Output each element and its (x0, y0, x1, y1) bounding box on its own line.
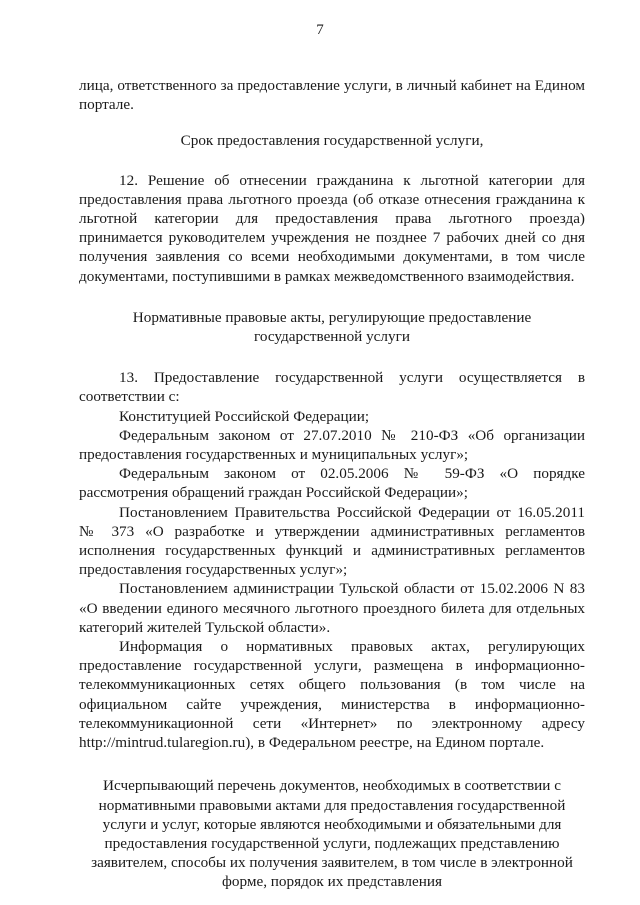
page-content (79, 76, 585, 892)
paragraph-intro: лица, ответственного за предоставление услуги, в личный кабинет на Едином портале. (79, 77, 585, 114)
act-law-210: Федеральным законом от 27.07.2010 № 210-ФЗ «Об организации предоставления государственных и муниципальных услуг»; (79, 426, 585, 464)
heading-legal-acts: Нормативные правовые акты, регулирующие предоставление государственной услуги (132, 308, 532, 346)
heading-documents-list: Исчерпывающий перечень документов, необходимых в соответствии с нормативными правовыми актами для предоставления государственной услуги и услуг, которые являются необходимыми и обязательными для предоставления государственной услуги, подлежащих представлению заявителем, способы их получения заявителем, в том числе в электронной форме, порядок их представления (91, 777, 573, 891)
paragraph-12: 12. Решение об отнесении гражданина к льготной категории для предоставления права льготного проезда (об отказе отнесения гражданина к льготной категории для предоставления права льготного проезда) принимается руководителем учреждения не позднее 7 рабочих дней со дня получения заявления со всеми необходимыми документами, в том числе документами, поступившими в рамках межведомственного взаимодействия. (79, 171, 585, 285)
act-resolution-83: Постановлением администрации Тульской области от 15.02.2006 N 83 «О введении единого месячного льготного проездного билета для отдельных категорий жителей Тульской области». (79, 580, 585, 636)
act-constitution: Конституцией Российской Федерации; (119, 407, 370, 425)
paragraph-information: Информация о нормативных правовых актах, регулирующих предоставление государственной услуги, размещена в информационно-телекоммуникационных сетях общего пользования (в том числе на официальном сайте учреждения, министерства в информационно-телекоммуникационной сети «Интернет» по электронному адресу http://mintrud.tularegion.ru), в Федеральном реестре, на Едином портале. (79, 638, 585, 752)
paragraph-13: 13. Предоставление государственной услуги осуществляется в соответствии с: (79, 369, 585, 406)
act-resolution-373: Постановлением Правительства Российской Федерации от 16.05.2011 № 373 «О разработке и утверждении административных регламентов исполнения государственных функций и административных регламентов предоставления государственных услуг»; (79, 503, 585, 579)
act-law-59: Федеральным законом от 02.05.2006 № 59-ФЗ «О порядке рассмотрения обращений граждан Российской Федерации»; (79, 465, 585, 502)
heading-term: Срок предоставления государственной услуги, (180, 132, 484, 150)
page-number: 7 (316, 22, 324, 38)
